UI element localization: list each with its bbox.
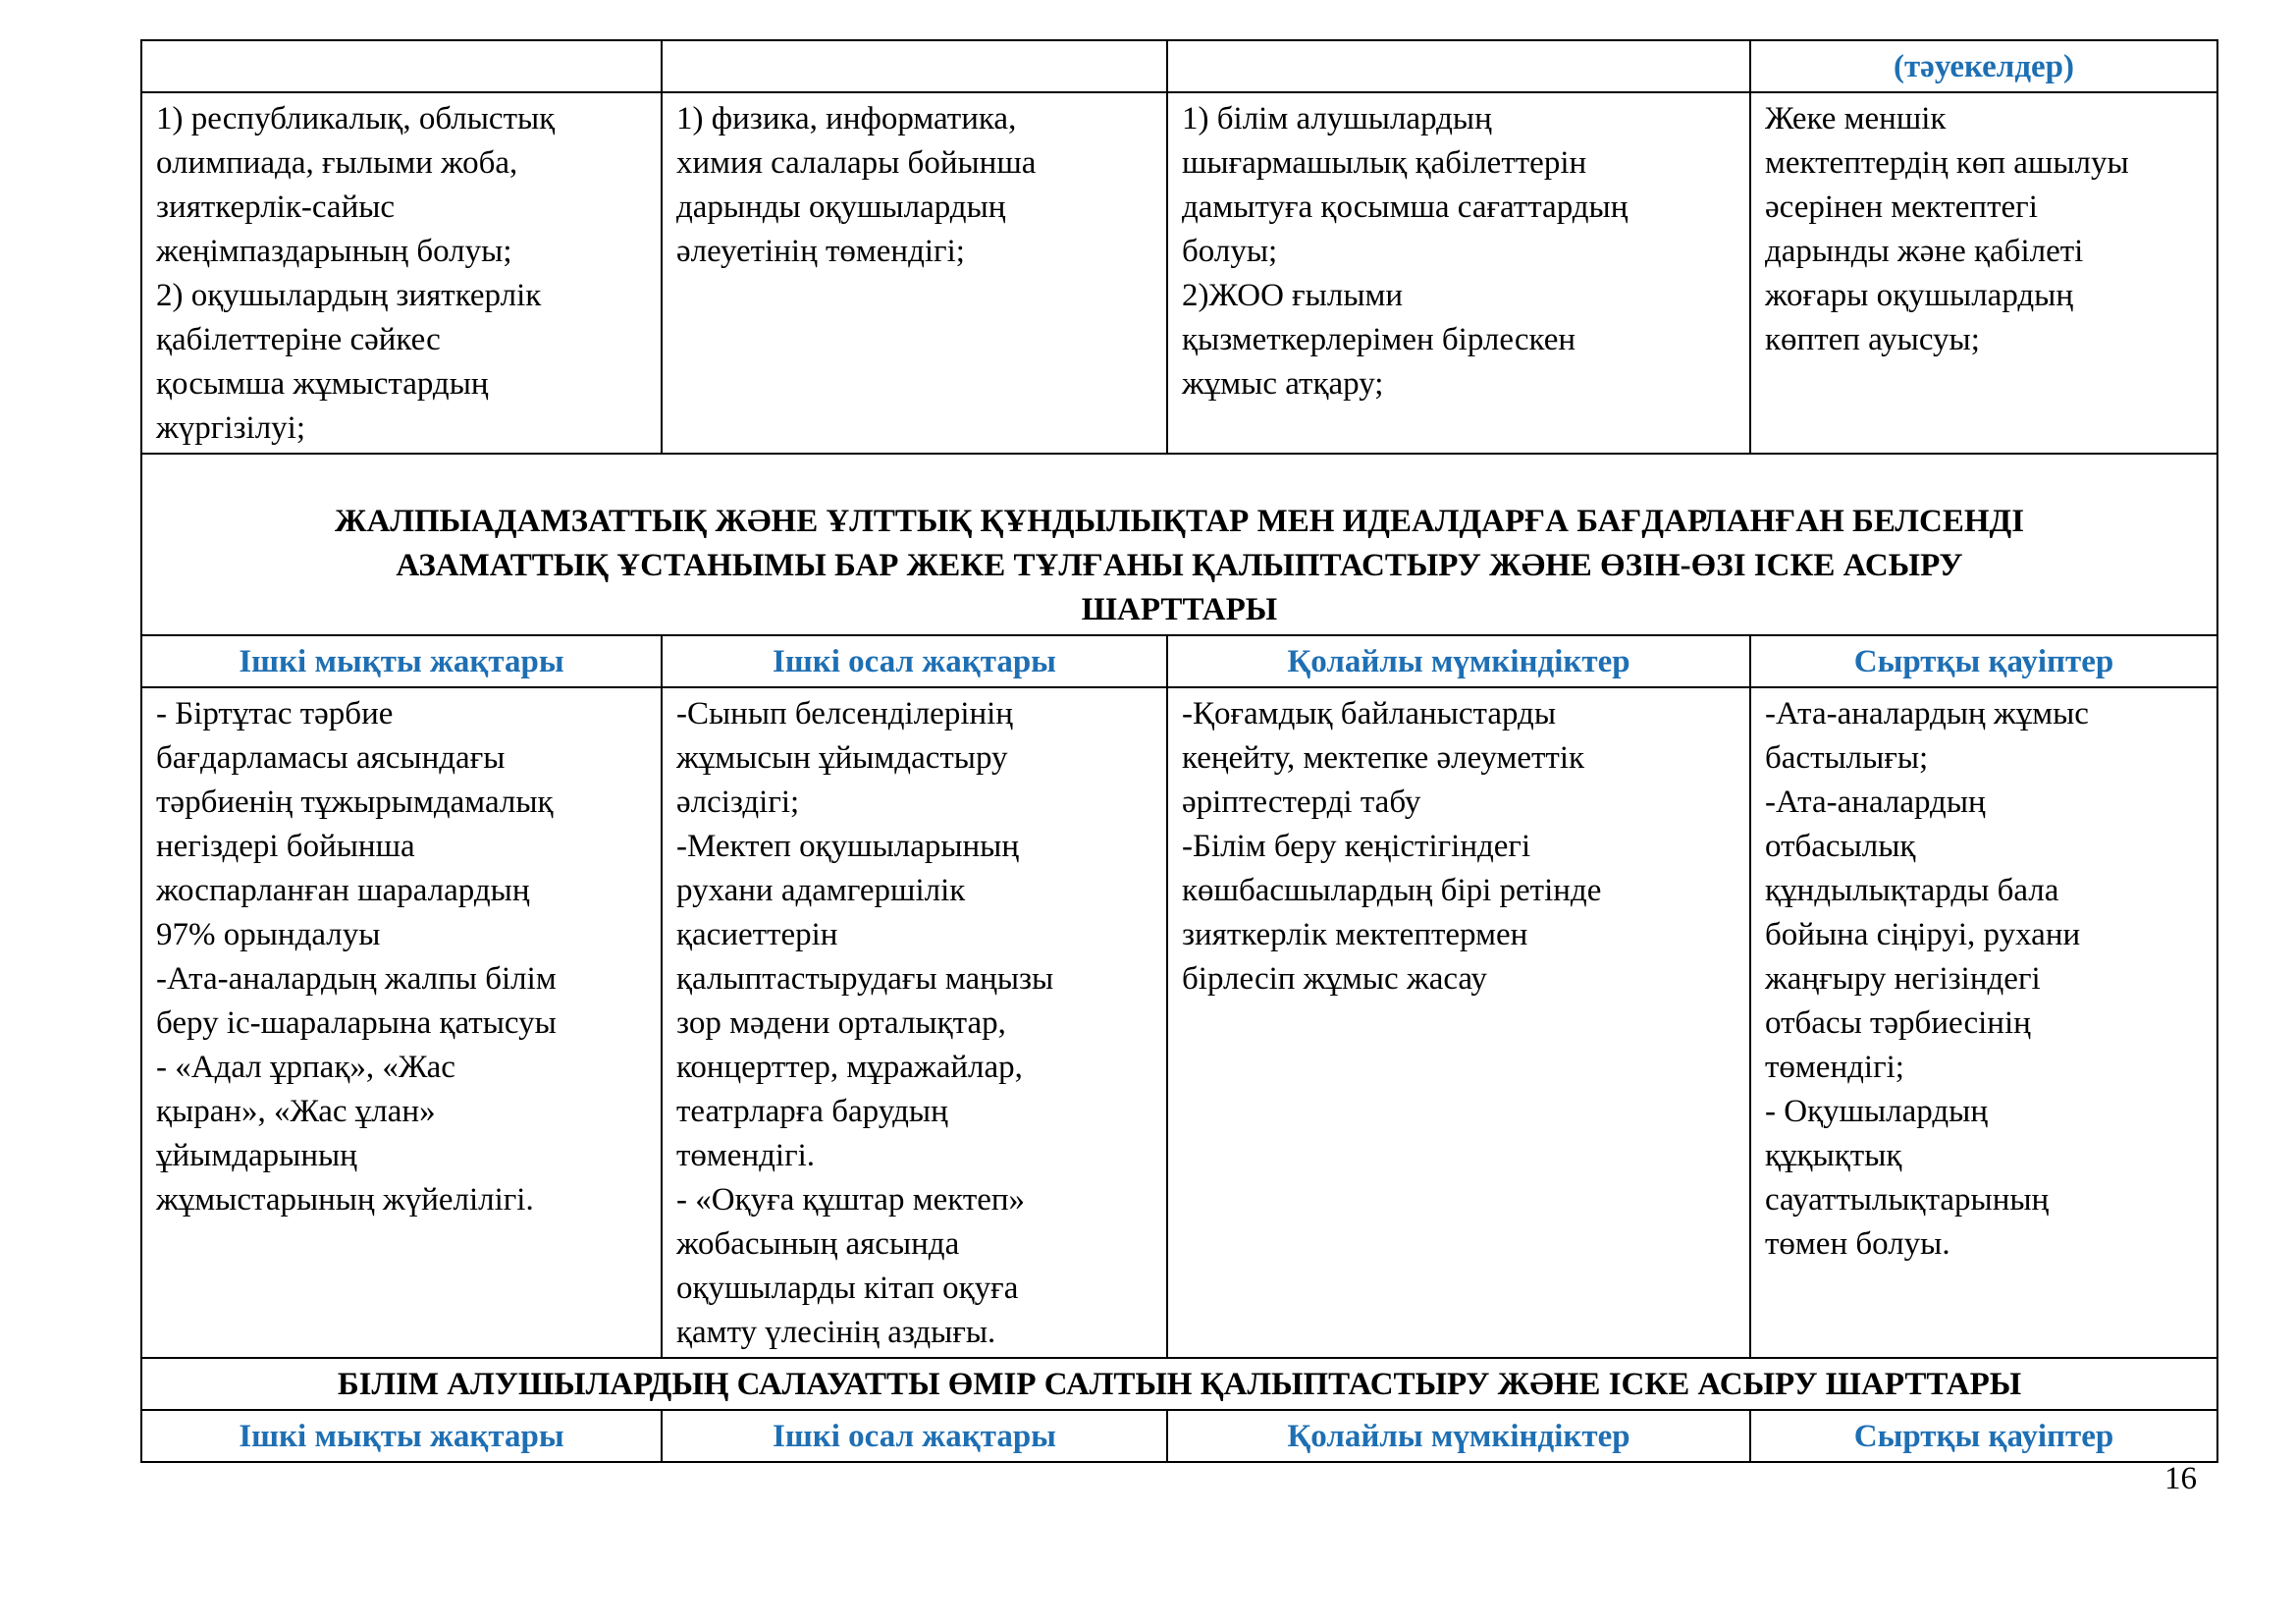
- section-title: ЖАЛПЫАДАМЗАТТЫҚ ЖӘНЕ ҰЛТТЫҚ ҚҰНДЫЛЫҚТАР МЕН ИДЕАЛДАРҒА БАҒДАРЛАНҒАН БЕЛСЕНДІ АЗАМАТТЫҚ ҰСТАНЫМЫ БАР ЖЕКЕ ТҰЛҒАНЫ ҚАЛЫПТАСТЫРУ ЖӘНЕ ӨЗІН-ӨЗІ ІСКЕ АСЫРУ ШАРТТАРЫ: [141, 454, 2217, 635]
- opportunities-header: Қолайлы мүмкіндіктер: [1167, 1410, 1750, 1462]
- strengths-cell: 1) республикалық, облыстық олимпиада, ғылыми жоба, зияткерлік-сайыс жеңімпаздарының болуы; 2) оқушылардың зияткерлік қабілеттеріне сәйкес қосымша жұмыстардың жүргізілуі;: [141, 92, 662, 454]
- table-row: [141, 687, 2217, 1358]
- empty-cell: [662, 40, 1167, 92]
- strengths-header: Ішкі мықты жақтары: [141, 1410, 662, 1462]
- weaknesses-header: Ішкі осал жақтары: [662, 635, 1167, 687]
- empty-cell: [141, 40, 662, 92]
- empty-cell: [1167, 40, 1750, 92]
- section-title-row: [141, 454, 2217, 635]
- weaknesses-cell: 1) физика, информатика, химия салалары бойынша дарынды оқушылардың әлеуетінің төмендігі;: [662, 92, 1167, 454]
- swot-table: [140, 39, 2218, 1463]
- threats-header: Сыртқы қауіптер: [1750, 635, 2217, 687]
- threats-cell: Жеке меншік мектептердің көп ашылуы әсерінен мектептегі дарынды және қабілеті жоғары оқушылардың көптеп ауысуы;: [1750, 92, 2217, 454]
- weaknesses-cell: -Сынып белсенділерінің жұмысын ұйымдастыру әлсіздігі; -Мектеп оқушыларының рухани адамгершілік қасиеттерін қалыптастырудағы маңызы зор мәдени орталықтар, концерттер, мұражайлар, театрларға барудың төмендігі. - «Оқуға құштар мектеп» жобасының аясында оқушыларды кітап оқуға қамту үлесінің аздығы.: [662, 687, 1167, 1358]
- opportunities-cell: 1) білім алушылардың шығармашылық қабілеттерін дамытуға қосымша сағаттардың болуы; 2)ЖОО ғылыми қызметкерлерімен бірлескен жұмыс атқару;: [1167, 92, 1750, 454]
- table-row: [141, 92, 2217, 454]
- strengths-cell: - Біртұтас тәрбие бағдарламасы аясындағы тәрбиенің тұжырымдамалық негіздері бойынша жоспарланған шаралардың 97% орындалуы -Ата-аналардың жалпы білім беру іс-шараларына қатысуы - «Адал ұрпақ», «Жас қыран», «Жас ұлан» ұйымдарының жұмыстарының жүйелілігі.: [141, 687, 662, 1358]
- section-title: БІЛІМ АЛУШЫЛАРДЫҢ САЛАУАТТЫ ӨМІР САЛТЫН ҚАЛЫПТАСТЫРУ ЖӘНЕ ІСКЕ АСЫРУ ШАРТТАРЫ: [141, 1358, 2217, 1410]
- opportunities-header: Қолайлы мүмкіндіктер: [1167, 635, 1750, 687]
- threats-cell: -Ата-аналардың жұмыс бастылығы; -Ата-аналардың отбасылық құндылықтарды бала бойына сіңіруі, рухани жаңғыру негізіндегі отбасы тәрбиесінің төмендігі; - Оқушылардың құқықтық сауаттылықтарының төмен болуы.: [1750, 687, 2217, 1358]
- opportunities-cell: -Қоғамдық байланыстарды кеңейту, мектепке әлеуметтік әріптестерді табу -Білім беру кеңістігіндегі көшбасшылардың бірі ретінде зияткерлік мектептермен бірлесіп жұмыс жасау: [1167, 687, 1750, 1358]
- strengths-header: Ішкі мықты жақтары: [141, 635, 662, 687]
- header-row: [141, 1410, 2217, 1462]
- threats-header-continued: (тәуекелдер): [1750, 40, 2217, 92]
- threats-header: Сыртқы қауіптер: [1750, 1410, 2217, 1462]
- section-title-row: [141, 1358, 2217, 1410]
- page-number: 16: [2164, 1461, 2197, 1496]
- table-row: [141, 40, 2217, 92]
- header-row: [141, 635, 2217, 687]
- weaknesses-header: Ішкі осал жақтары: [662, 1410, 1167, 1462]
